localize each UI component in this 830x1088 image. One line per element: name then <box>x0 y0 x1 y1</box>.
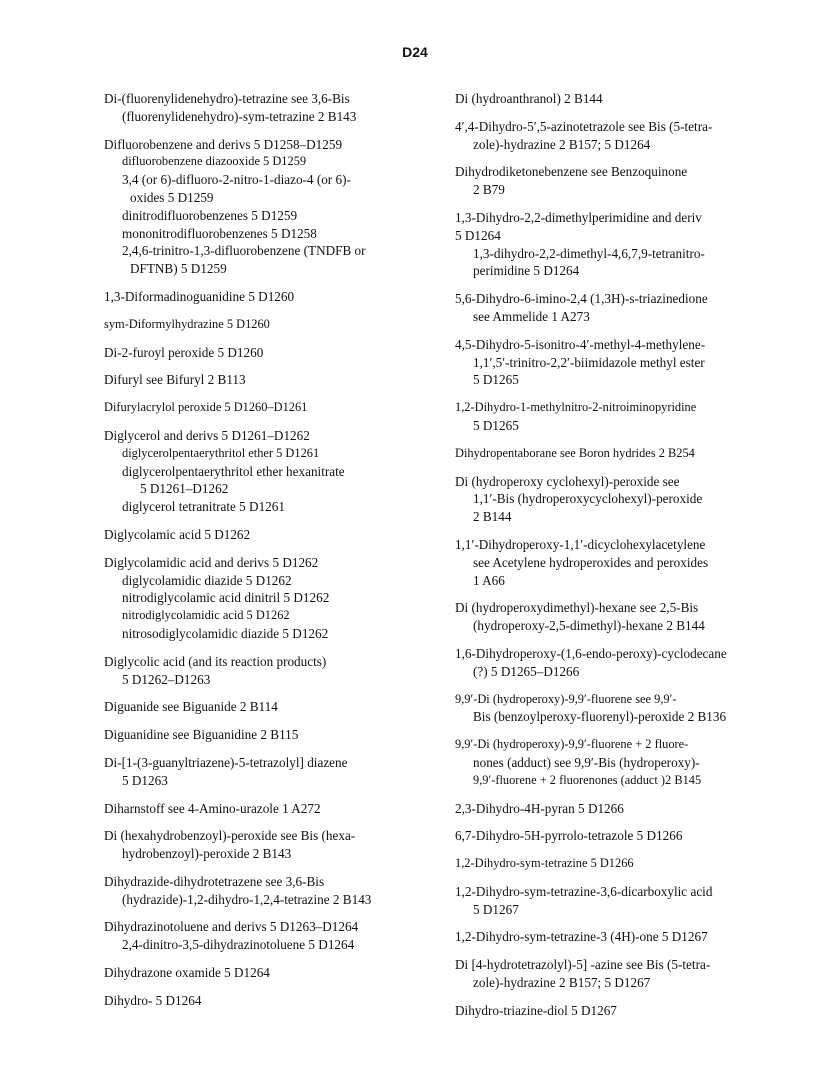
index-subentry-line: diglycerol tetranitrate 5 D1261 <box>122 499 285 515</box>
index-entry <box>455 855 785 873</box>
index-heading-line: sym-Diformylhydrazine 5 D1260 <box>104 316 270 331</box>
index-entry <box>455 118 785 154</box>
index-heading-line: 1,3-Dihydro-2,2-dimethylperimidine and deriv <box>455 209 702 225</box>
index-subentry-line: 5 D1263 <box>122 772 168 788</box>
index-heading-line: Dihydrazinotoluene and derivs 5 D1263–D1264 <box>104 919 359 935</box>
index-heading-line: 2,3-Dihydro-4H-pyran 5 D1266 <box>455 800 624 816</box>
index-heading-line: 6,7-Dihydro-5H-pyrrolo-tetrazole 5 D1266 <box>455 828 683 844</box>
index-subentry-line: nitrodiglycolamic acid dinitril 5 D1262 <box>122 590 330 606</box>
index-entry <box>455 691 785 727</box>
index-subentry-line: DFTNB) 5 D1259 <box>130 261 227 277</box>
index-heading-line: Difuryl see Bifuryl 2 B113 <box>104 372 246 388</box>
index-subentry-line: diglycerolpentaerythritol ether hexanitrate <box>122 463 345 479</box>
index-subentry-line: zole)-hydrazine 2 B157; 5 D1264 <box>473 136 651 152</box>
index-heading-line: Di (hydroanthranol) 2 B144 <box>455 91 603 106</box>
index-subentry-line: oxides 5 D1259 <box>130 189 214 205</box>
index-entry <box>455 736 785 789</box>
index-heading-line: Difluorobenzene and derivs 5 D1258–D1259 <box>104 136 343 152</box>
index-subentry-line: mononitrodifluorobenzenes 5 D1258 <box>122 225 317 241</box>
index-heading-line: Diguanidine see Biguanidine 2 B115 <box>104 727 299 743</box>
index-subentry-line: diglycerolpentaerythritol ether 5 D1261 <box>122 445 320 460</box>
index-entry <box>455 163 785 199</box>
index-subentry-line: difluorobenzene diazooxide 5 D1259 <box>122 154 307 169</box>
index-subentry-line: diglycolamidic diazide 5 D1262 <box>122 572 292 588</box>
index-entry <box>104 964 422 982</box>
index-heading-line: Dihydrazide-dihydrotetrazene see 3,6-Bis <box>104 873 325 889</box>
index-subentry-line: 5 D1261–D1262 <box>140 481 229 497</box>
index-subentry-line: 9,9′-fluorene + 2 fluorenones (adduct )2 B145 <box>473 772 702 787</box>
index-entry <box>455 336 785 389</box>
index-entry <box>104 371 422 389</box>
index-entry <box>455 928 785 946</box>
index-entry <box>104 726 422 744</box>
index-entry <box>104 873 422 909</box>
index-entry <box>455 473 785 526</box>
index-entry <box>104 427 422 516</box>
index-entry <box>455 290 785 326</box>
index-subentry-line: 2,4,6-trinitro-1,3-difluorobenzene (TNDFB or <box>122 243 366 259</box>
index-subentry-line: 2 B144 <box>473 509 512 525</box>
index-subentry-line: nitrosodiglycolamidic diazide 5 D1262 <box>122 625 329 641</box>
index-entry <box>455 827 785 845</box>
index-subentry-line: 1,1′-Bis (hydroperoxycyclohexyl)-peroxide <box>473 491 703 507</box>
index-heading-line: 9,9′-Di (hydroperoxy)-9,9′-fluorene + 2 fluore- <box>455 737 689 752</box>
index-subentry-line: 1,3-dihydro-2,2-dimethyl-4,6,7,9-tetranitro- <box>473 245 705 261</box>
index-subentry-line: nones (adduct) see 9,9′-Bis (hydroperoxy)- <box>473 754 700 770</box>
index-subentry-line: (hydroperoxy-2,5-dimethyl)-hexane 2 B144 <box>473 618 705 634</box>
index-entry <box>104 992 422 1010</box>
right-index-column <box>455 90 785 1030</box>
index-entry <box>455 599 785 635</box>
index-entry <box>455 645 785 681</box>
index-subentry-line: see Ammelide 1 A273 <box>473 308 590 324</box>
index-heading-line: Dihydropentaborane see Boron hydrides 2 B254 <box>455 445 695 460</box>
index-heading-line: Di (hydroperoxydimethyl)-hexane see 2,5-Bis <box>455 600 699 616</box>
index-entry <box>455 1002 785 1020</box>
index-heading-line: Di (hexahydrobenzoyl)-peroxide see Bis (hexa- <box>104 828 356 844</box>
index-entry <box>104 800 422 818</box>
index-entry <box>104 399 422 417</box>
index-entry <box>104 827 422 863</box>
index-heading-line: 1,2-Dihydro-sym-tetrazine 5 D1266 <box>455 856 634 871</box>
index-subentry-line: 5 D1264 <box>455 227 501 243</box>
index-heading-line: Dihydrodiketonebenzene see Benzoquinone <box>455 164 688 180</box>
index-entry <box>104 918 422 954</box>
index-subentry-line: dinitrodifluorobenzenes 5 D1259 <box>122 207 298 223</box>
index-heading-line: 1,2-Dihydro-1-methylnitro-2-nitroiminopyridine <box>455 400 697 415</box>
index-heading-line: Diguanide see Biguanide 2 B114 <box>104 699 278 715</box>
index-entry <box>104 90 422 126</box>
index-subentry-line: (?) 5 D1265–D1266 <box>473 663 580 679</box>
index-heading-line: 9,9′-Di (hydroperoxy)-9,9′-fluorene see 9,9′- <box>455 691 677 706</box>
index-heading-line: 1,6-Dihydroperoxy-(1,6-endo-peroxy)-cyclodecane <box>455 645 727 661</box>
index-heading-line: 1,1′-Dihydroperoxy-1,1′-dicyclohexylacetylene <box>455 536 706 552</box>
index-heading-line: Diglycolamic acid 5 D1262 <box>104 526 251 542</box>
index-entry <box>104 288 422 306</box>
index-heading-line: Dihydrazone oxamide 5 D1264 <box>104 965 270 981</box>
index-entry <box>455 90 785 108</box>
index-entry <box>455 445 785 463</box>
index-heading-line: 1,2-Dihydro-sym-tetrazine-3,6-dicarboxylic acid <box>455 883 713 899</box>
index-heading-line: Diharnstoff see 4-Amino-urazole 1 A272 <box>104 800 321 816</box>
index-heading-line: 4′,4-Dihydro-5′,5-azinotetrazole see Bis (5-tetra- <box>455 118 713 134</box>
index-entry <box>455 800 785 818</box>
index-heading-line: Difurylacrylol peroxide 5 D1260–D1261 <box>104 400 308 415</box>
index-heading-line: Diglycerol and derivs 5 D1261–D1262 <box>104 427 310 443</box>
index-heading-line: Dihydro-triazine-diol 5 D1267 <box>455 1002 617 1018</box>
index-heading-line: 5,6-Dihydro-6-imino-2,4 (1,3H)-s-triazinedione <box>455 291 708 307</box>
index-heading-line: 1,3-Diformadinoguanidine 5 D1260 <box>104 288 295 304</box>
index-entry <box>104 653 422 689</box>
index-subentry-line: hydrobenzoyl)-peroxide 2 B143 <box>122 846 292 862</box>
index-entry <box>455 536 785 589</box>
index-subentry-line: zole)-hydrazine 2 B157; 5 D1267 <box>473 975 651 991</box>
index-entry <box>104 698 422 716</box>
index-heading-line: Dihydro- 5 D1264 <box>104 992 202 1008</box>
index-subentry-line: Bis (benzoylperoxy-fluorenyl)-peroxide 2 B136 <box>473 709 727 725</box>
index-heading-line: 1,2-Dihydro-sym-tetrazine-3 (4H)-one 5 D1267 <box>455 929 708 945</box>
index-subentry-line: 1 A66 <box>473 572 505 588</box>
index-subentry-line: (fluorenylidenehydro)-sym-tetrazine 2 B143 <box>122 108 357 124</box>
index-subentry-line: 3,4 (or 6)-difluoro-2-nitro-1-diazo-4 (or 6)- <box>122 172 351 188</box>
page-header: D24 <box>402 44 428 60</box>
index-entry <box>455 956 785 992</box>
index-heading-line: Di-[1-(3-guanyltriazene)-5-tetrazolyl] diazene <box>104 754 348 770</box>
index-entry <box>104 554 422 643</box>
index-entry <box>104 344 422 362</box>
left-index-column <box>104 90 422 1020</box>
index-subentry-line: 1,1′,5′-trinitro-2,2′-biimidazole methyl ester <box>473 354 705 370</box>
index-heading-line: Diglycolamidic acid and derivs 5 D1262 <box>104 554 319 570</box>
index-entry <box>104 754 422 790</box>
index-subentry-line: 2,4-dinitro-3,5-dihydrazinotoluene 5 D1264 <box>122 937 355 953</box>
index-entry <box>455 883 785 919</box>
index-subentry-line: (hydrazide)-1,2-dihydro-1,2,4-tetrazine 2 B143 <box>122 891 372 907</box>
index-heading-line: Di-2-furoyl peroxide 5 D1260 <box>104 344 264 360</box>
index-subentry-line: perimidine 5 D1264 <box>473 263 580 279</box>
index-entry <box>104 526 422 544</box>
index-subentry-line: 5 D1267 <box>473 901 519 917</box>
index-subentry-line: nitrodiglycolamidic acid 5 D1262 <box>122 608 290 623</box>
index-heading-line: Di-(fluorenylidenehydro)-tetrazine see 3,6-Bis <box>104 91 350 106</box>
index-subentry-line: 5 D1262–D1263 <box>122 671 211 687</box>
index-subentry-line: 2 B79 <box>473 182 505 198</box>
index-subentry-line: 5 D1265 <box>473 372 519 388</box>
index-entry <box>455 399 785 435</box>
index-heading-line: Diglycolic acid (and its reaction products) <box>104 653 327 669</box>
index-subentry-line: see Acetylene hydroperoxides and peroxides <box>473 554 709 570</box>
index-entry <box>104 316 422 334</box>
index-heading-line: 4,5-Dihydro-5-isonitro-4′-methyl-4-methylene- <box>455 336 706 352</box>
index-entry <box>104 136 422 278</box>
index-heading-line: Di (hydroperoxy cyclohexyl)-peroxide see <box>455 473 680 489</box>
index-heading-line: Di [4-hydrotetrazolyl)-5] -azine see Bis (5-tetra- <box>455 957 711 973</box>
index-subentry-line: 5 D1265 <box>473 417 519 433</box>
index-entry <box>455 209 785 280</box>
